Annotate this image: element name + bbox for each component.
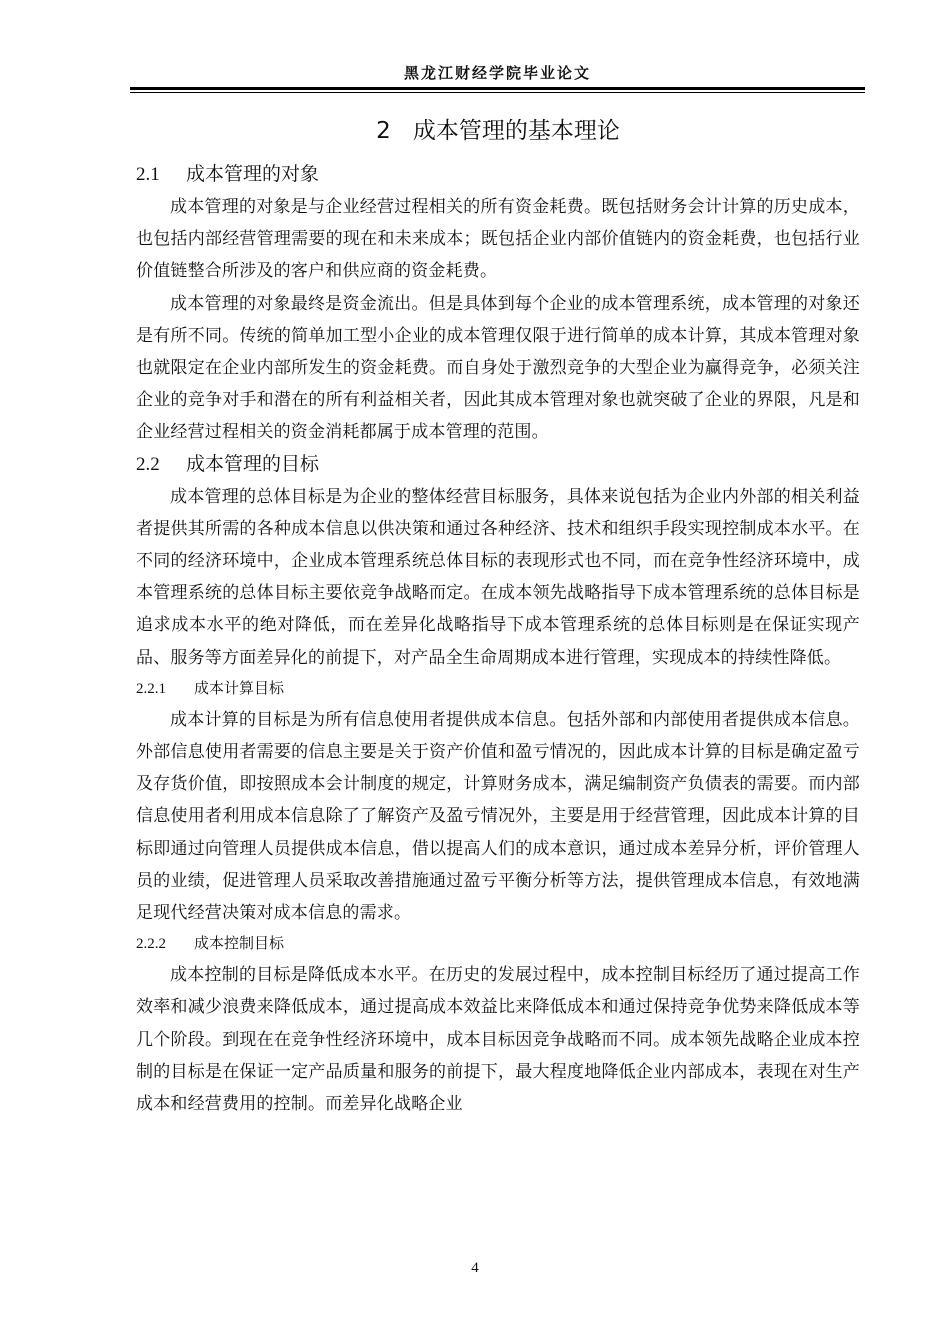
page-body: [136, 112, 860, 1120]
paragraph: 成本管理的总体目标是为企业的整体经营目标服务，具体来说包括为企业内外部的相关利益者提供其所需的各种成本信息以供决策和通过各种经济、技术和组织手段实现控制成本水平。在不同的经济环境中，企业成本管理系统总体目标的表现形式也不同，而在竞争性经济环境中，成本管理系统的总体目标主要依竞争战略而定。在成本领先战略指导下成本管理系统的总体目标是追求成本水平的绝对降低，而在差异化战略指导下成本管理系统的总体目标则是在保证实现产品、服务等方面差异化的前提下，对产品全生命周期成本进行管理，实现成本的持续性降低。: [136, 486, 860, 668]
chapter-number: 2: [376, 118, 391, 144]
header-rule-thick: [130, 87, 865, 90]
subsection-heading-2-2-1: [136, 674, 860, 702]
section-number: 2.2: [136, 453, 160, 475]
paragraph: 成本管理的对象最终是资金流出。但是具体到每个企业的成本管理系统，成本管理的对象还是有所不同。传统的简单加工型小企业的成本管理仅限于进行简单的成本计算，其成本管理对象也就限定在企业内部所发生的资金耗费。而自身处于激烈竞争的大型企业为赢得竞争，必须关注企业的竞争对手和潜在的所有利益相关者，因此其成本管理对象也就突破了企业的界限，凡是和企业经营过程相关的资金消耗都属于成本管理的范围。: [136, 293, 860, 443]
page-number: 4: [471, 1260, 479, 1276]
section-title: 成本管理的对象: [186, 163, 320, 185]
subsection-title: 成本控制目标: [194, 934, 285, 953]
running-header: 黑龙江财经学院毕业论文: [403, 64, 591, 82]
section-title: 成本管理的目标: [186, 452, 320, 475]
paragraph: 成本管理的对象是与企业经营过程相关的所有资金耗费。既包括财务会计计算的历史成本，也包括内部经营管理需要的现在和未来成本；既包括企业内部价值链内的资金耗费，也包括行业价值链整合所涉及的客户和供应商的资金耗费。: [136, 197, 860, 282]
paragraph: 成本控制的目标是降低成本水平。在历史的发展过程中，成本控制目标经历了通过提高工作效率和减少浪费来降低成本，通过提高成本效益比来降低成本和通过保持竞争优势来降低成本等几个阶段。到现在在竞争性经济环境中，成本目标因竞争战略而不同。成本领先战略企业成本控制的目标是在保证一定产品质量和服务的前提下，最大程度地降低企业内部成本，表现在对生产成本和经营费用的控制。而差异化战略企业: [136, 965, 860, 1115]
subsection-title: 成本计算目标: [194, 678, 285, 697]
header-rule-thin: [130, 92, 865, 93]
subsection-number: 2.2.2: [136, 936, 166, 953]
subsection-heading-2-2-2: [136, 929, 860, 957]
section-heading-2-2: [136, 449, 860, 479]
section-number: 2.1: [136, 164, 160, 185]
section-heading-2-1: [136, 159, 860, 189]
chapter-title-text: 成本管理的基本理论: [412, 118, 620, 144]
paragraph: 成本计算的目标是为所有信息使用者提供成本信息。包括外部和内部使用者提供成本信息。外部信息使用者需要的信息主要是关于资产价值和盈亏情况的，因此成本计算的目标是确定盈亏及存货价值，即按照成本会计制度的规定，计算财务成本，满足编制资产负债表的需要。而内部信息使用者利用成本信息除了了解资产及盈亏情况外，主要是用于经营管理，因此成本计算的目标即通过向管理人员提供成本信息，借以提高人们的成本意识，通过成本差异分析，评价管理人员的业绩，促进管理人员采取改善措施通过盈亏平衡分析等方法，提供管理成本信息，有效地满足现代经营决策对成本信息的需求。: [136, 709, 860, 924]
subsection-number: 2.2.1: [136, 680, 166, 697]
chapter-title: [136, 112, 860, 145]
